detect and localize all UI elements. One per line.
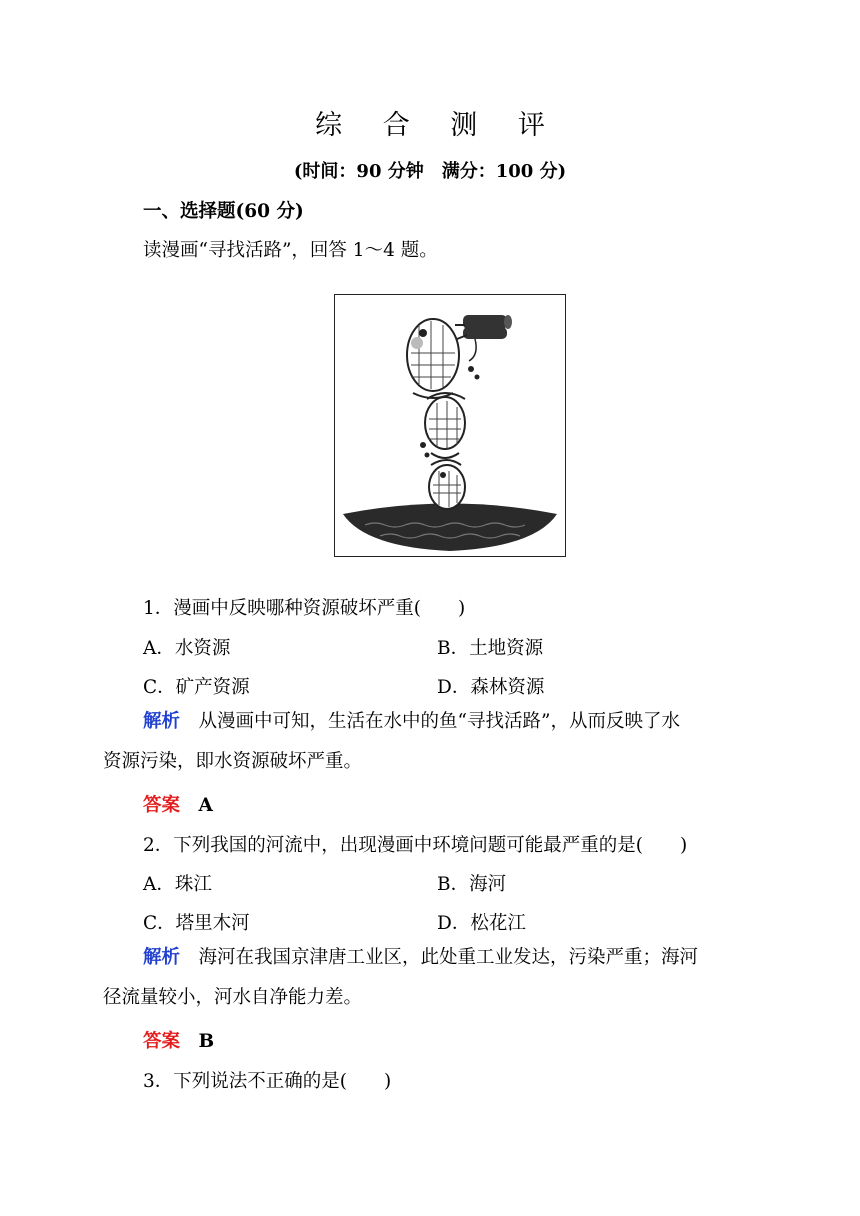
question-1-analysis (103, 702, 763, 782)
cartoon-figure (334, 294, 566, 557)
question-2-analysis (103, 938, 763, 1018)
question-1-option-b: B．土地资源 (437, 638, 544, 659)
question-1-option-d: D．森林资源 (437, 677, 545, 698)
question-2-stem: 2．下列我国的河流中，出现漫画中环境问题可能最严重的是( ) (143, 835, 688, 856)
question-1-stem: 1．漫画中反映哪种资源破坏严重( ) (143, 598, 466, 619)
question-2-option-c: C．塔里木河 (143, 913, 250, 934)
analysis-label: 解析 (143, 711, 181, 732)
question-2-option-a: A．珠江 (143, 874, 212, 895)
page-title: 综 合 测 评 (315, 110, 561, 141)
exam-info: (时间：90 分钟 满分：100 分) (293, 161, 567, 182)
analysis-text-line2: 资源污染，即水资源破坏严重。 (103, 751, 363, 772)
question-2-option-d: D．松花江 (437, 913, 526, 934)
analysis-text-line2: 径流量较小，河水自净能力差。 (103, 987, 363, 1008)
question-2-answer (143, 1027, 214, 1053)
answer-label: 答案 (143, 1031, 181, 1052)
analysis-text-line1: 海河在我国京津唐工业区，此处重工业发达，污染严重；海河 (198, 947, 699, 968)
question-intro: 读漫画“寻找活路”，回答 1～4 题。 (143, 240, 438, 261)
question-3-stem: 3．下列说法不正确的是( ) (143, 1071, 392, 1092)
question-1-option-a: A．水资源 (143, 638, 231, 659)
section-heading: 一、选择题(60 分) (143, 201, 304, 222)
analysis-label: 解析 (143, 947, 181, 968)
analysis-text-line1: 从漫画中可知，生活在水中的鱼“寻找活路”，从而反映了水 (198, 711, 680, 732)
question-1-option-c: C．矿产资源 (143, 677, 250, 698)
answer-value: B (198, 1031, 215, 1052)
question-1-answer (143, 791, 213, 817)
answer-label: 答案 (143, 795, 181, 816)
answer-value: A (198, 795, 213, 816)
question-2-option-b: B．海河 (437, 874, 507, 895)
